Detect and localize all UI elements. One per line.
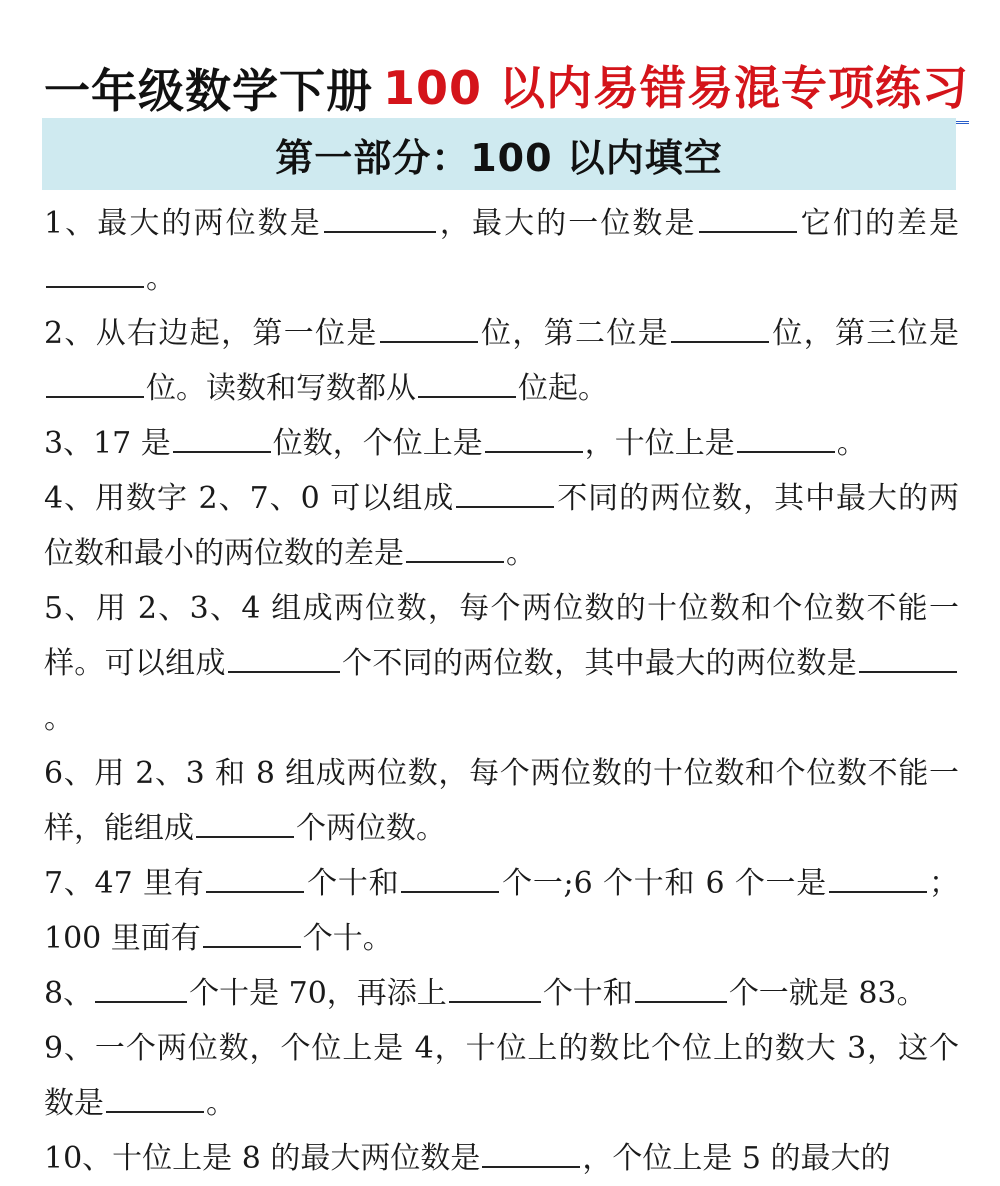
answer-blank[interactable] — [699, 205, 797, 233]
answer-blank[interactable] — [485, 425, 583, 453]
title-highlight: 100 以内易错易混专项练习 — [383, 52, 969, 124]
page-title — [44, 52, 974, 118]
answer-blank[interactable] — [418, 370, 516, 398]
answer-blank[interactable] — [406, 535, 504, 563]
section-header — [42, 118, 956, 190]
section-title: 第一部分：100 以内填空 — [275, 135, 723, 180]
question-3: 3、17 是 位数，个位上是 ，十位上是 。 — [44, 426, 867, 461]
question-7: 7、47 里有 个十和 个一;6 个十和 6 个一是 ；100 里面有 个十。 — [44, 866, 960, 956]
answer-blank[interactable] — [95, 975, 187, 1003]
answer-blank[interactable] — [449, 975, 541, 1003]
answer-blank[interactable] — [46, 260, 144, 288]
answer-blank[interactable] — [196, 810, 294, 838]
answer-blank[interactable] — [671, 315, 769, 343]
answer-blank[interactable] — [456, 480, 554, 508]
question-8: 8、 个十是 70，再添上 个十和 个一就是 83。 — [44, 976, 927, 1011]
answer-blank[interactable] — [859, 645, 957, 673]
answer-blank[interactable] — [46, 370, 144, 398]
answer-blank[interactable] — [173, 425, 271, 453]
answer-blank[interactable] — [106, 1085, 204, 1113]
answer-blank[interactable] — [737, 425, 835, 453]
question-6: 6、用 2、3 和 8 组成两位数，每个两位数的十位数和个位数不能一样，能组成 个两位数。 — [44, 756, 959, 846]
answer-blank[interactable] — [829, 865, 927, 893]
answer-blank[interactable] — [401, 865, 499, 893]
title-prefix: 一年级数学下册 — [44, 64, 373, 118]
question-4: 4、用数字 2、7、0 可以组成 不同的两位数，其中最大的两位数和最小的两位数的差是 。 — [44, 481, 960, 571]
question-1: 1、最大的两位数是 ，最大的一位数是 它们的差是。 — [44, 206, 960, 296]
answer-blank[interactable] — [203, 920, 301, 948]
question-9: 9、一个两位数，个位上是 4，十位上的数比个位上的数大 3，这个数是 。 — [44, 1031, 959, 1121]
answer-blank[interactable] — [324, 205, 436, 233]
question-2: 2、从右边起，第一位是 位，第二位是 位，第三位是位。读数和写数都从 位起。 — [44, 316, 960, 406]
answer-blank[interactable] — [635, 975, 727, 1003]
question-list — [44, 196, 959, 1186]
answer-blank[interactable] — [228, 645, 340, 673]
question-5: 5、用 2、3、4 组成两位数，每个两位数的十位数和个位数不能一样。可以组成 个不同的两位数，其中最大的两位数是。 — [44, 591, 959, 736]
question-10: 10、十位上是 8 的最大两位数是 ，个位上是 5 的最大的 — [44, 1141, 891, 1176]
answer-blank[interactable] — [206, 865, 304, 893]
answer-blank[interactable] — [380, 315, 478, 343]
answer-blank[interactable] — [482, 1140, 580, 1168]
